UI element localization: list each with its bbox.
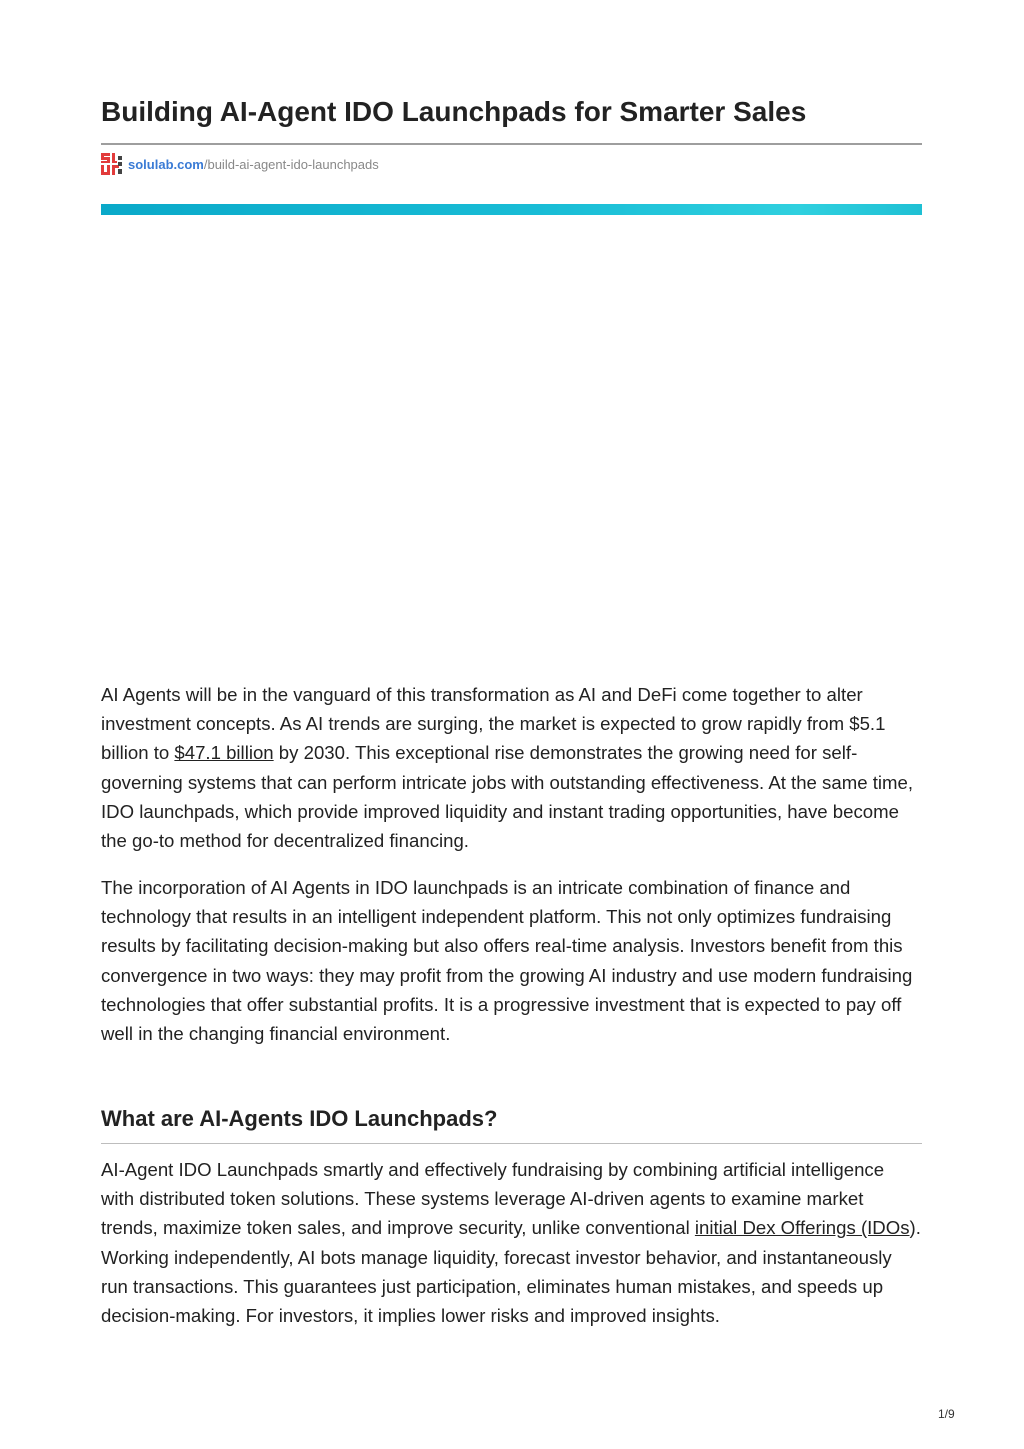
page-number: 1/9 bbox=[938, 1407, 955, 1421]
source-url[interactable] bbox=[128, 157, 379, 172]
section-heading: What are AI-Agents IDO Launchpads? bbox=[101, 1106, 498, 1131]
title-divider bbox=[101, 143, 922, 145]
intro-paragraph: AI Agents will be in the vanguard of this transformation as AI and DeFi come together to alter investment concepts. As AI trends are surging, the market is expected to grow rapidly from $5.1 billion to $47.1 billion by 2030. This exceptional rise demonstrates the growing need for self-governing systems that can perform intricate jobs with outstanding effectiveness. At the same time, IDO launchpads, which provide improved liquidity and instant trading opportunities, have become the go-to method for decentralized financing. bbox=[101, 684, 913, 852]
source-line bbox=[101, 152, 379, 176]
second-paragraph: The incorporation of AI Agents in IDO launchpads is an intricate combination of finance and technology that results in an intelligent independent platform. This not only optimizes fundraising results by facilitating decision-making but also offers real-time analysis. Investors benefit from this convergence in two ways: they may profit from the growing AI industry and use modern fundraising technologies that offer substantial profits. It is a progressive investment that is expected to pay off well in the changing financial environment. bbox=[101, 877, 913, 1045]
source-path: /build-ai-agent-ido-launchpads bbox=[203, 156, 379, 172]
header-image-strip bbox=[101, 204, 922, 215]
section-paragraph: AI-Agent IDO Launchpads smartly and effectively fundraising by combining artificial intelligence with distributed token solutions. These systems leverage AI-driven agents to examine market trends, maximize token sales, and improve security, unlike conventional initial Dex Offerings (IDOs). Working independently, AI bots manage liquidity, forecast investor behavior, and instantaneously run transactions. This guarantees just participation, eliminates human mistakes, and speeds up decision-making. For investors, it implies lower risks and improved insights. bbox=[101, 1159, 921, 1327]
market-size-link[interactable]: $47.1 billion bbox=[174, 742, 274, 764]
page-title: Building AI-Agent IDO Launchpads for Smarter Sales bbox=[101, 96, 807, 127]
section-divider bbox=[101, 1143, 922, 1144]
solulab-logo-icon bbox=[101, 153, 123, 175]
source-domain: solulab.com bbox=[128, 156, 204, 172]
ido-link[interactable]: initial Dex Offerings (IDOs bbox=[694, 1217, 910, 1239]
